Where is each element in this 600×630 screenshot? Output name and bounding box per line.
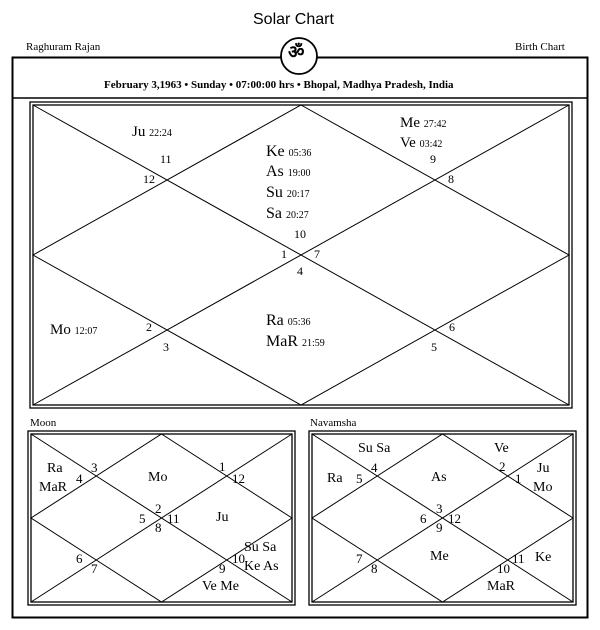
house-number: 3: [163, 340, 169, 354]
navamsha-planet: Mo: [533, 480, 553, 495]
house-number: 7: [356, 551, 363, 566]
navamsha-planet: Ve: [494, 441, 509, 456]
house-number: 6: [76, 551, 83, 566]
birth-chart-label: Birth Chart: [515, 41, 565, 53]
house-number: 2: [155, 501, 162, 516]
planet-ra: Ra 05:36: [266, 312, 311, 329]
birth-details: February 3,1963 • Sunday • 07:00:00 hrs • Bhopal, Madhya Pradesh, India: [104, 79, 454, 91]
planet-mo: Mo 12:07: [50, 322, 98, 338]
house-number: 4: [297, 264, 303, 278]
house-number: 3: [91, 460, 98, 475]
house-number: 12: [448, 511, 461, 526]
house-number: 8: [448, 172, 454, 186]
house-number: 12: [143, 172, 155, 186]
navamsha-planet: MaR: [487, 579, 515, 594]
moon-chart-label: Moon: [30, 417, 57, 429]
navamsha-planet: Ke: [535, 550, 552, 565]
house-number: 2: [499, 459, 506, 474]
house-number: 1: [219, 459, 226, 474]
house-number: 6: [420, 511, 427, 526]
house-number: 9: [219, 561, 226, 576]
planet-ve: Ve 03:42: [400, 135, 443, 151]
house-number: 3: [436, 501, 443, 516]
house-number: 1: [281, 247, 287, 261]
house-number: 4: [371, 460, 378, 475]
house-number: 11: [512, 551, 525, 566]
moon-planet: Ke As: [244, 559, 279, 574]
house-number: 1: [515, 471, 522, 486]
planet-ju: Ju 22:24: [132, 124, 172, 140]
house-number: 5: [356, 471, 363, 486]
house-number: 6: [449, 320, 455, 334]
navamsha-planet: Me: [430, 549, 449, 564]
moon-planet: Mo: [148, 470, 168, 485]
house-number: 5: [139, 511, 146, 526]
planet-su: Su 20:17: [266, 184, 310, 201]
house-number: 4: [76, 471, 83, 486]
moon-planet: Su Sa: [244, 540, 277, 555]
house-number: 10: [232, 551, 245, 566]
navamsha-planet: Ju: [537, 461, 550, 476]
navamsha-planet: Ra: [327, 471, 343, 486]
house-number: 8: [371, 561, 378, 576]
house-number: 9: [436, 520, 443, 535]
house-number: 9: [430, 152, 436, 166]
house-number: 11: [160, 152, 172, 166]
navamsha-planet: As: [431, 470, 447, 485]
house-number: 8: [155, 520, 162, 535]
navamsha-planet: Su Sa: [358, 441, 391, 456]
house-number: 5: [431, 340, 437, 354]
planet-sa: Sa 20:27: [266, 205, 309, 222]
planet-ke: Ke 05:36: [266, 143, 312, 160]
moon-planet: Ve Me: [202, 579, 239, 594]
house-number: 7: [91, 561, 98, 576]
moon-planet: MaR: [39, 480, 67, 495]
page-title: Solar Chart: [253, 11, 334, 28]
house-number: 2: [146, 320, 152, 334]
house-number: 7: [314, 247, 320, 261]
house-number: 12: [232, 471, 245, 486]
planet-mar: MaR 21:59: [266, 333, 325, 350]
planet-as: As 19:00: [266, 163, 311, 180]
moon-planet: Ra: [47, 461, 63, 476]
house-number: 11: [167, 511, 180, 526]
planet-me: Me 27:42: [400, 115, 447, 131]
house-number: 10: [294, 227, 306, 241]
om-icon: ॐ: [288, 42, 305, 63]
moon-planet: Ju: [216, 510, 229, 525]
navamsha-chart-label: Navamsha: [310, 417, 357, 429]
house-number: 10: [497, 561, 510, 576]
person-name: Raghuram Rajan: [26, 41, 101, 53]
